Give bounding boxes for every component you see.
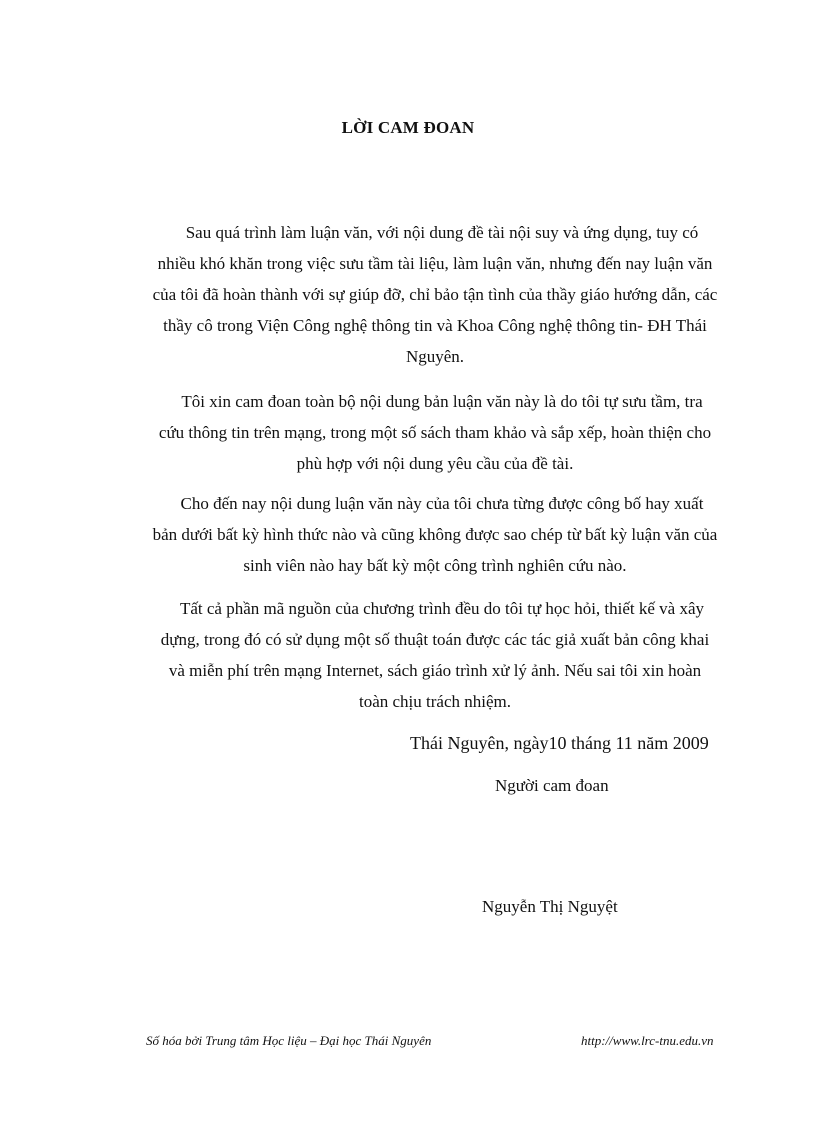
paragraph-line: Cho đến nay nội dung luận văn này của tôi chưa từng được công bố hay xuất: [180, 494, 704, 513]
paragraph-line: toàn chịu trách nhiệm.: [358, 692, 511, 711]
paragraph-line: bản dưới bất kỳ hình thức nào và cũng không được sao chép từ bất kỳ luận văn của: [152, 525, 718, 544]
signer-role: Người cam đoan: [495, 776, 609, 795]
footer-url: http://www.lrc-tnu.edu.vn: [581, 1033, 714, 1048]
paragraph-line: của tôi đã hoàn thành với sự giúp đỡ, chỉ bảo tận tình của thầy giáo hướng dẫn, các: [152, 285, 718, 304]
date-line: Thái Nguyên, ngày10 tháng 11 năm 2009: [410, 733, 709, 753]
paragraph-line: Tất cả phần mã nguồn của chương trình đều do tôi tự học hỏi, thiết kế và xây: [179, 599, 705, 618]
paragraph-3: [140, 488, 730, 581]
paragraph-2: [140, 386, 730, 479]
paragraph-4: [140, 593, 730, 717]
paragraph-line: Nguyên.: [405, 347, 465, 366]
footer-credit: Số hóa bởi Trung tâm Học liệu – Đại học Thái Nguyên: [146, 1033, 432, 1048]
paragraph-line: cứu thông tin trên mạng, trong một số sách tham khảo và sắp xếp, hoàn thiện cho: [158, 423, 712, 442]
paragraph-line: nhiều khó khăn trong việc sưu tầm tài liệu, làm luận văn, nhưng đến nay luận văn: [157, 254, 713, 273]
paragraph-1: [140, 217, 730, 372]
paragraph-line: dựng, trong đó có sử dụng một số thuật toán được các tác giả xuất bản công khai: [160, 630, 710, 649]
paragraph-line: và miễn phí trên mạng Internet, sách giáo trình xử lý ảnh. Nếu sai tôi xin hoàn: [168, 661, 702, 680]
page-title: LỜI CAM ĐOAN: [341, 118, 475, 137]
signer-name: Nguyễn Thị Nguyệt: [482, 897, 618, 916]
paragraph-line: Sau quá trình làm luận văn, với nội dung đề tài nội suy và ứng dụng, tuy có: [185, 223, 699, 242]
paragraph-line: thầy cô trong Viện Công nghệ thông tin và Khoa Công nghệ thông tin- ĐH Thái: [163, 316, 707, 335]
paragraph-line: sinh viên nào hay bất kỳ một công trình nghiên cứu nào.: [243, 556, 627, 575]
paragraph-line: Tôi xin cam đoan toàn bộ nội dung bản luận văn này là do tôi tự sưu tầm, tra: [181, 392, 703, 411]
paragraph-line: phù hợp với nội dung yêu cầu của đề tài.: [296, 454, 574, 473]
